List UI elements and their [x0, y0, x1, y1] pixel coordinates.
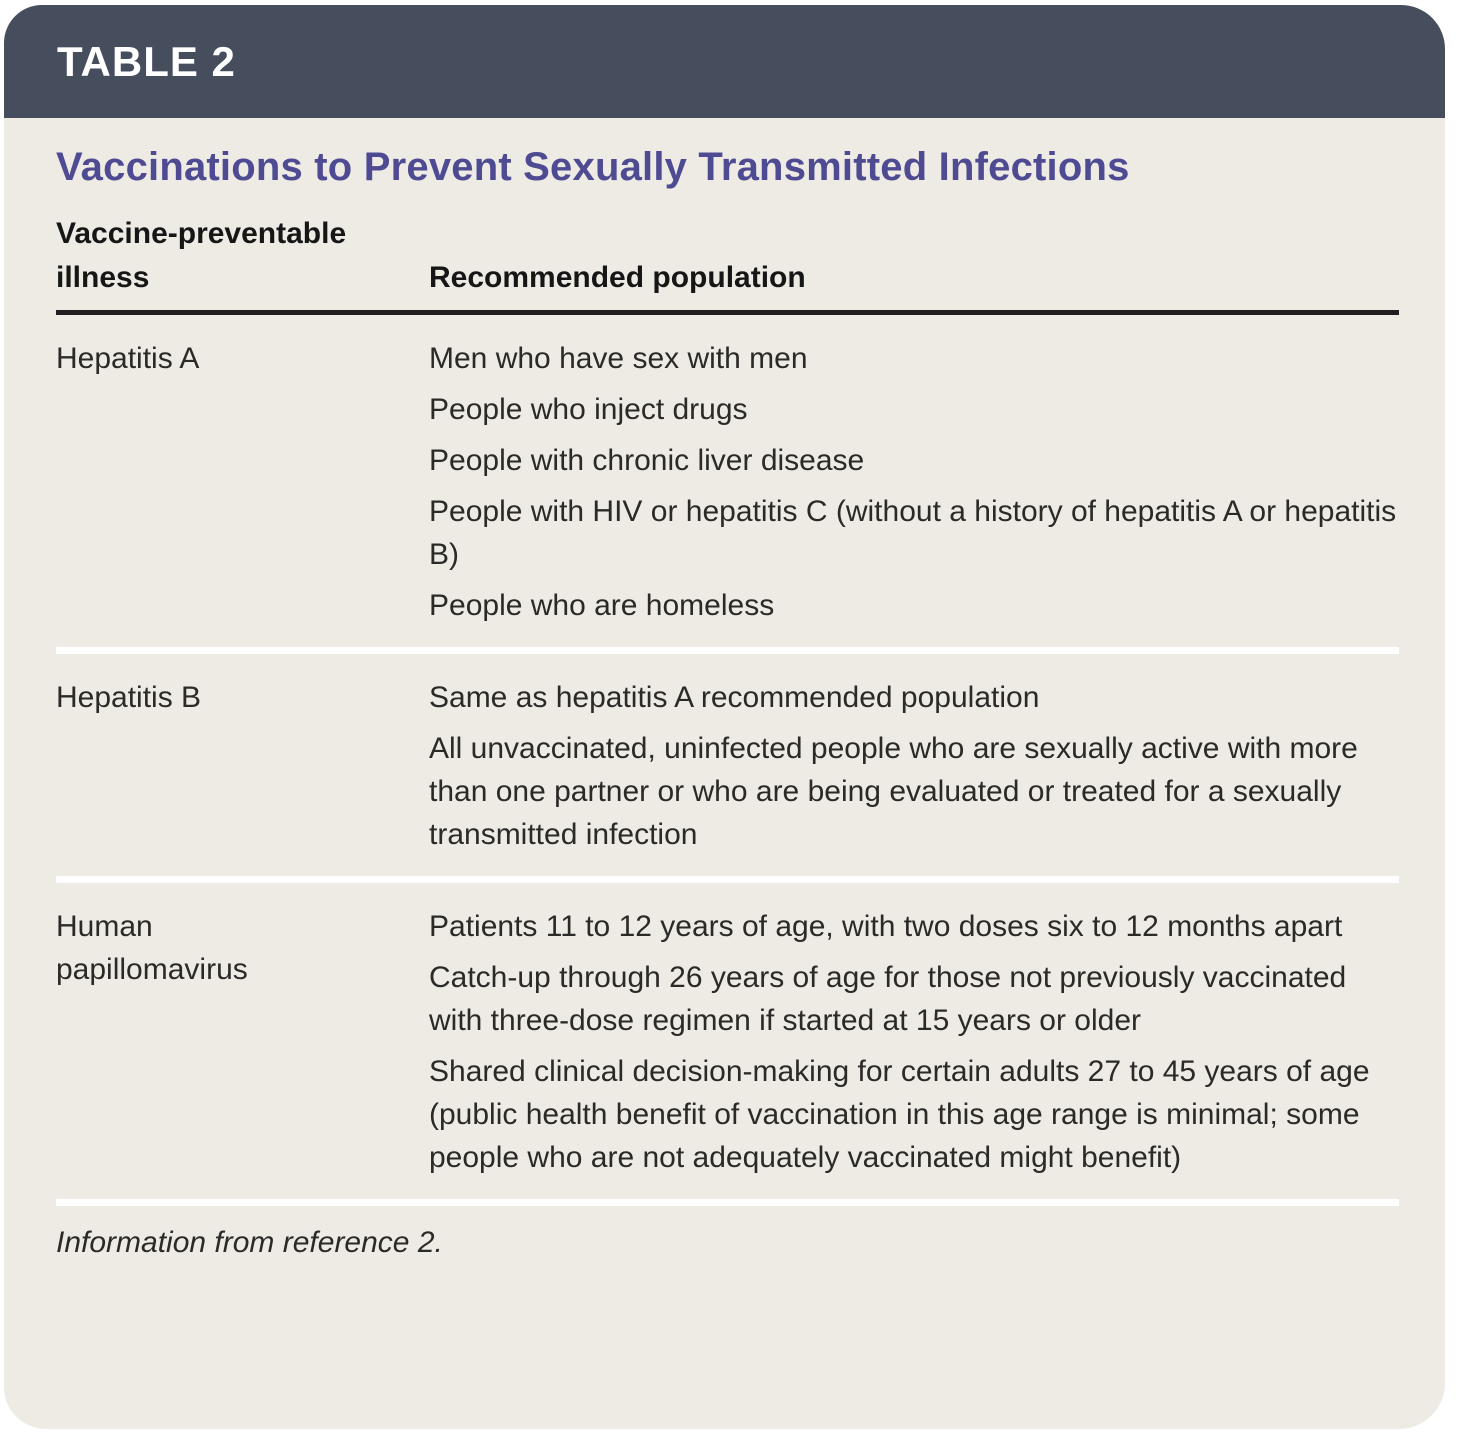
population-cell	[429, 905, 1399, 1187]
footnote: Information from reference 2.	[56, 1226, 443, 1259]
table-tag: TABLE 2	[57, 37, 236, 85]
population-item: People with HIV or hepatitis C (without a history of hepatitis A or hepatitis B)	[429, 495, 1397, 571]
column-header-row	[56, 212, 1399, 315]
illness-cell: Hepatitis B	[56, 681, 202, 714]
population-item: Catch-up through 26 years of age for those not previously vaccinated with three-dose regimen if started at 15 years or older	[429, 961, 1347, 1037]
table-row	[56, 883, 1399, 1206]
population-item: People who are homeless	[429, 589, 775, 622]
population-item: Patients 11 to 12 years of age, with two doses six to 12 months apart	[429, 910, 1343, 943]
table-title: Vaccinations to Prevent Sexually Transmitted Infections	[56, 145, 1130, 189]
population-item: Same as hepatitis A recommended population	[429, 681, 1040, 714]
table-rows	[56, 315, 1399, 1206]
population-item: People with chronic liver disease	[429, 444, 865, 477]
illness-cell: Human papillomavirus	[56, 910, 248, 986]
table-row	[56, 654, 1399, 883]
table-header-bar	[4, 5, 1445, 118]
population-item: Shared clinical decision-making for certain adults 27 to 45 years of age (public health benefit of vaccination in this age range is minimal; some people who are not adequately vaccinated might benefit)	[429, 1055, 1370, 1174]
population-item: People who inject drugs	[429, 393, 748, 426]
population-item: Men who have sex with men	[429, 342, 808, 375]
column-header-population: Recommended population	[429, 261, 806, 294]
population-cell	[429, 337, 1399, 635]
population-item: All unvaccinated, uninfected people who are sexually active with more than one partner or who are being evaluated or treated for a sexually transmitted infection	[429, 732, 1358, 851]
population-cell	[429, 676, 1399, 864]
table-row	[56, 315, 1399, 654]
illness-cell: Hepatitis A	[56, 342, 200, 375]
column-header-illness: Vaccine-preventable illness	[56, 217, 347, 294]
table-card	[4, 5, 1445, 1429]
table-body	[4, 145, 1445, 1260]
